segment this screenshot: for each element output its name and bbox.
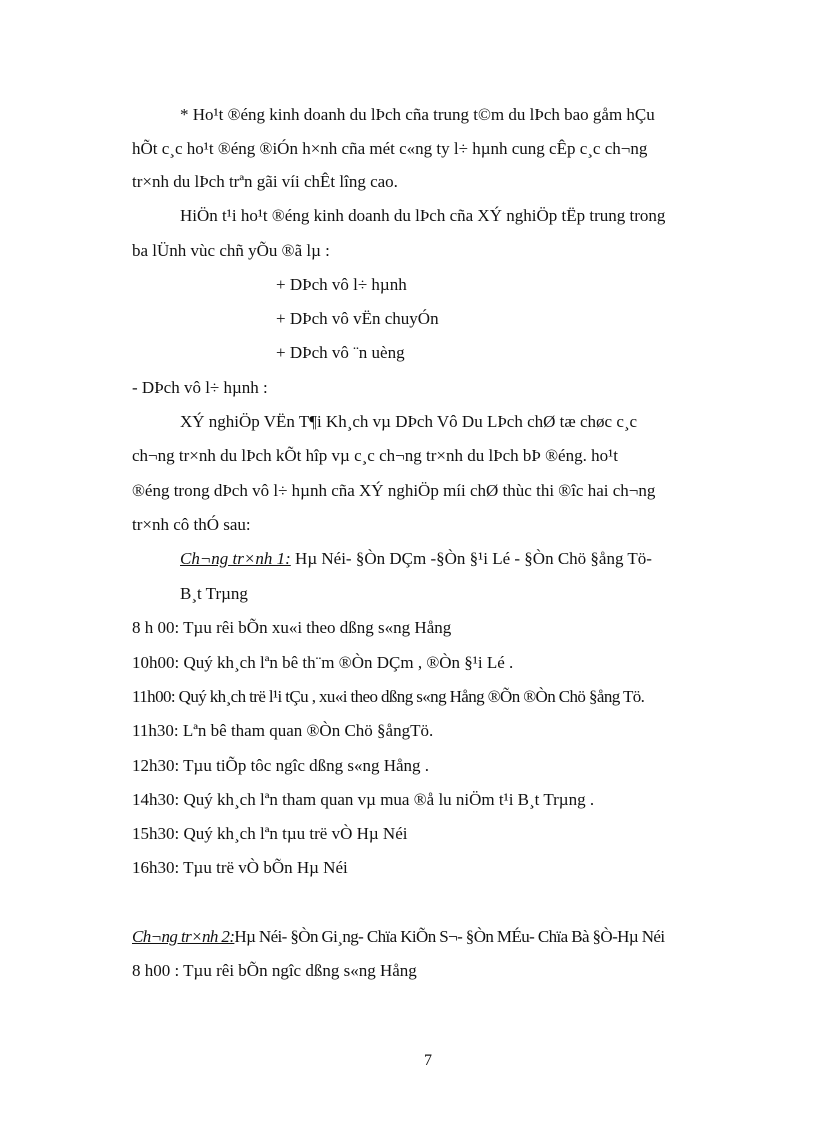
schedule-time: 15h30: [132, 824, 180, 843]
paragraph2-line1: HiÖn t¹i ho¹t ®éng kinh doanh du lÞch cña XÝ nghiÖp tËp trung trong [180, 206, 666, 225]
program2-title-text: Hµ Néi- §Òn Gi¸ng- Chïa KiÕn S¬- §Òn MÉu- Chïa Bà §Ò-Hµ Néi [234, 927, 665, 946]
schedule-row [132, 960, 417, 982]
schedule-row [132, 789, 594, 811]
schedule-row [132, 857, 348, 879]
paragraph2-line2: ba lÜnh vùc chñ yÕu ®ã lµ : [132, 241, 330, 260]
schedule-row [132, 652, 513, 674]
schedule-time: 8 h00 : [132, 961, 180, 980]
section-heading: - DÞch vô l÷ hµnh : [132, 378, 268, 397]
paragraph3-line1: XÝ nghiÖp VËn T¶i Kh¸ch vµ DÞch Vô Du LÞch chØ tæ chøc c¸c [180, 412, 638, 431]
program1-title [180, 548, 652, 570]
service-item-travel: + DÞch vô l÷ hµnh [276, 275, 407, 294]
paragraph1-line3: tr×nh du lÞch trªn gãi víi chÊt lîng cao. [132, 172, 398, 191]
schedule-row [132, 720, 433, 742]
schedule-text: Tµu tiÕp tôc ngîc dßng s«ng Hång . [179, 756, 430, 775]
schedule-text: Quý kh¸ch trë l¹i tÇu , xu«i theo dßng s«ng Hång ®Õn ®Òn Chö §ång Tö. [175, 687, 645, 706]
schedule-time: 11h00: [132, 687, 175, 706]
schedule-time: 8 h 00: [132, 618, 180, 637]
schedule-row [132, 755, 429, 777]
schedule-text: Quý kh¸ch lªn tham quan vµ mua ®å lu niÖm t¹i B¸t Trµng . [179, 790, 595, 809]
page-number: 7 [424, 1052, 432, 1069]
program2-title [132, 926, 664, 948]
schedule-row [132, 686, 644, 708]
schedule-text: Lªn bê tham quan ®Òn Chö §ångTö. [178, 721, 434, 740]
program1-label: Ch¬ng tr×nh 1: [180, 549, 291, 568]
schedule-row [132, 823, 407, 845]
schedule-time: 16h30: [132, 858, 180, 877]
paragraph3-line4: tr×nh cô thÓ sau: [132, 515, 251, 534]
schedule-time: 14h30: [132, 790, 180, 809]
schedule-text: Tµu trë vÒ bÕn Hµ Néi [179, 858, 348, 877]
schedule-time: 11h30: [132, 721, 179, 740]
schedule-text: Tµu rêi bÕn ngîc dßng s«ng Hång [179, 961, 417, 980]
service-item-transport: + DÞch vô vËn chuyÓn [276, 309, 439, 328]
paragraph3-line2: ch¬ng tr×nh du lÞch kÕt hîp vµ c¸c ch¬ng tr×nh du lÞch bÞ ®éng. ho¹t [132, 446, 618, 465]
schedule-row [132, 617, 451, 639]
paragraph3-line3: ®éng trong dÞch vô l÷ hµnh cña XÝ nghiÖp míi chØ thùc thi ®îc hai ch¬ng [132, 481, 656, 500]
service-item-dining: + DÞch vô ¨n uèng [276, 343, 405, 362]
program1-title-line2: B¸t Trµng [180, 584, 248, 603]
paragraph1-line1: * Ho¹t ®éng kinh doanh du lÞch cña trung t©m du lÞch bao gåm hÇu [180, 105, 655, 124]
schedule-text: Quý kh¸ch lªn tµu trë vÒ Hµ Néi [179, 824, 408, 843]
schedule-time: 10h00: [132, 653, 180, 672]
schedule-time: 12h30: [132, 756, 180, 775]
program1-title-line1: Hµ Néi- §Òn DÇm -§Òn §¹i Lé - §Òn Chö §ång Tö- [290, 549, 652, 568]
program2-label: Ch¬ng tr×nh 2: [132, 927, 235, 946]
paragraph1-line2: hÕt c¸c ho¹t ®éng ®iÓn h×nh cña mét c«ng ty l÷ hµnh cung cÊp c¸c ch¬ng [132, 139, 648, 158]
schedule-text: Quý kh¸ch lªn bê th¨m ®Òn DÇm , ®Òn §¹i Lé . [179, 653, 514, 672]
schedule-text: Tµu rêi bÕn xu«i theo dßng s«ng Hång [179, 618, 452, 637]
